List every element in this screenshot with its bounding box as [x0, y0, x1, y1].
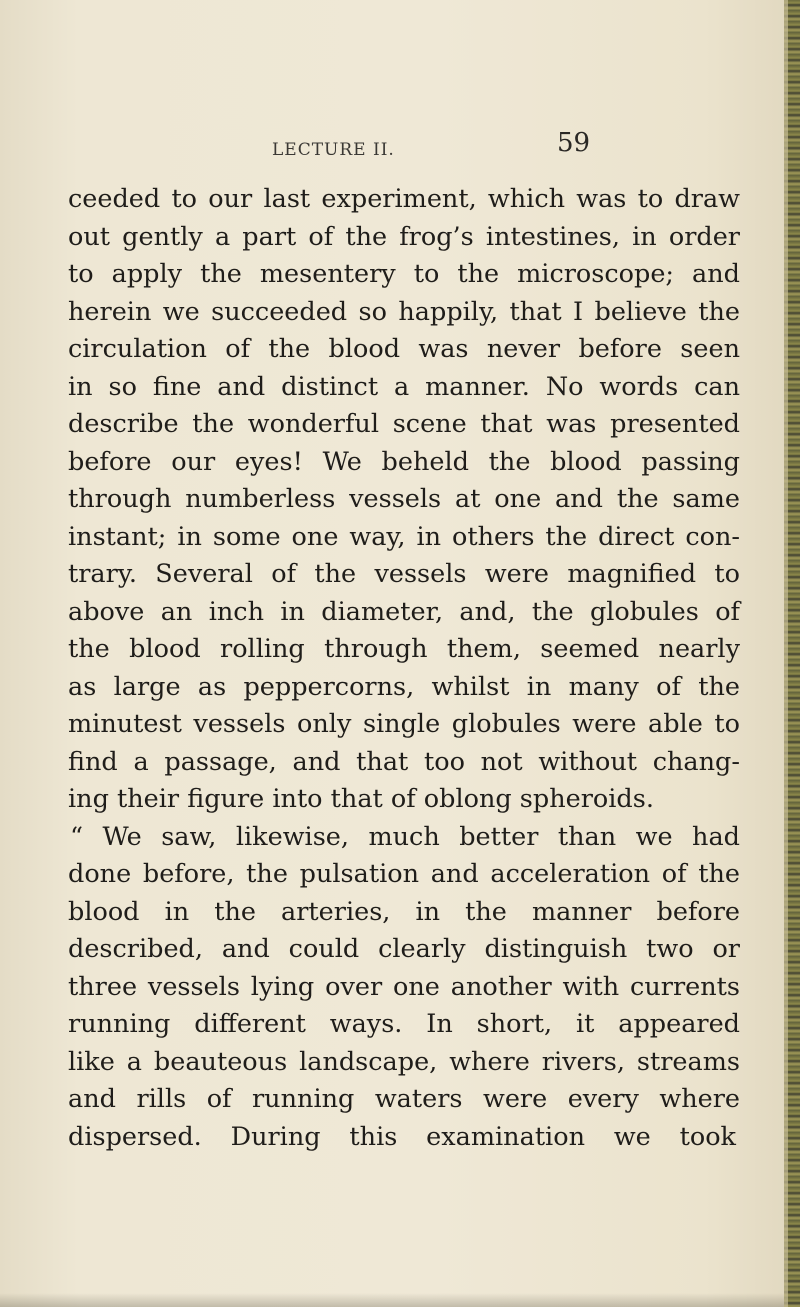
text-line: described, and could clearly distinguish two or — [68, 934, 740, 964]
text-line: done before, the pulsation and acceleration of the — [68, 859, 740, 889]
text-line: find a passage, and that too not without chang- — [68, 746, 740, 777]
text-line: instant; in some one way, in others the direct con- — [68, 521, 740, 552]
text-line: circulation of the blood was never before seen — [68, 334, 740, 364]
text-line: and rills of running waters were every where — [68, 1084, 740, 1114]
text-line: blood in the arteries, in the manner before — [68, 896, 740, 927]
text-line: above an inch in diameter, and, the globules of — [68, 596, 740, 627]
text-line: in so fine and distinct a manner. No words can — [68, 371, 740, 402]
text-line: the blood rolling through them, seemed nearly — [68, 634, 740, 664]
text-line: ing their figure into that of oblong spheroids. — [68, 784, 654, 814]
text-line: as large as peppercorns, whilst in many of the — [68, 671, 740, 702]
text-line: trary. Several of the vessels were magnified to — [68, 559, 740, 589]
page-bottom-shadow — [0, 1293, 784, 1307]
text-line: describe the wonderful scene that was presented — [68, 409, 740, 439]
text-line: like a beauteous landscape, where rivers, streams — [68, 1046, 740, 1077]
text-line: ceeded to our last experiment, which was to draw — [68, 184, 740, 214]
text-line: through numberless vessels at one and the same — [68, 484, 740, 514]
text-line: running different ways. In short, it appeared — [68, 1009, 740, 1039]
text-line: “ We saw, likewise, much better than we had — [70, 821, 740, 852]
book-edge — [784, 0, 800, 1307]
text-line: to apply the mesentery to the microscope; and — [68, 259, 740, 289]
text-line: herein we succeeded so happily, that I believe the — [68, 296, 740, 327]
text-line: before our eyes! We beheld the blood passing — [68, 446, 740, 477]
text-line: dispersed. During this examination we took — [68, 1121, 736, 1152]
text-line: three vessels lying over one another with currents — [68, 971, 740, 1002]
body-text — [68, 181, 740, 1156]
running-head: LECTURE II. — [272, 140, 395, 160]
text-line: out gently a part of the frog’s intestines, in order — [68, 221, 740, 252]
text-line: minutest vessels only single globules were able to — [68, 709, 740, 739]
page-number: 59 — [557, 128, 591, 158]
